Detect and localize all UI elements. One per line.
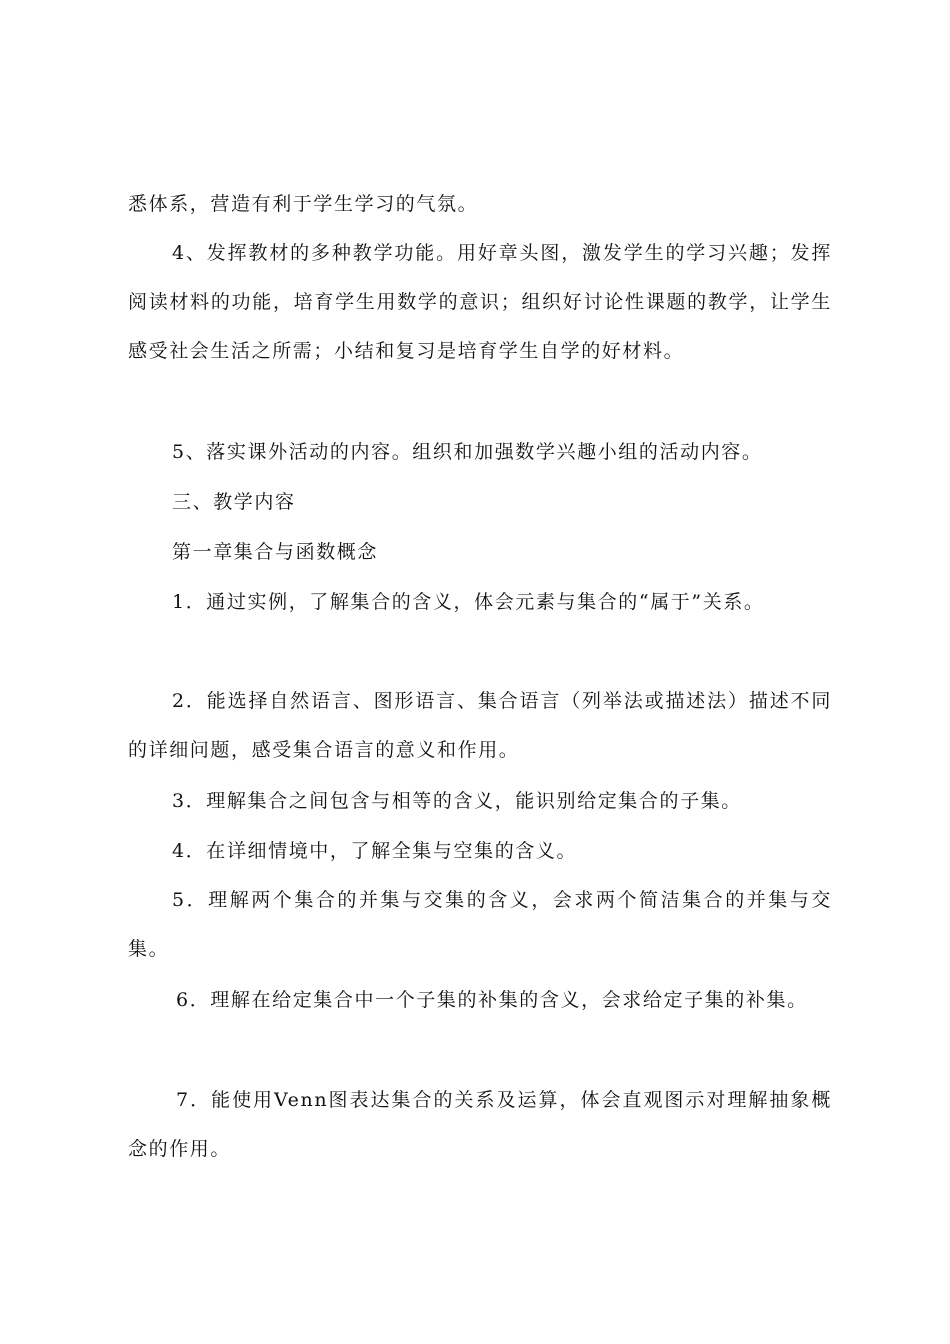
list-item-2: 2．能选择自然语言、图形语言、集合语言（列举法或描述法）描述不同的详细问题，感受集合语言的意义和作用。 [128, 690, 832, 761]
section-heading: 三、教学内容 [172, 491, 296, 513]
list-item-5: 5．理解两个集合的并集与交集的含义，会求两个简洁集合的并集与交集。 [128, 889, 832, 960]
list-item-7: 7．能使用Venn图表达集合的关系及运算，体会直观图示对理解抽象概念的作用。 [128, 1089, 832, 1160]
chapter-heading: 第一章集合与函数概念 [172, 541, 379, 563]
list-item-1: 1．通过实例，了解集合的含义，体会元素与集合的“属于”关系。 [172, 591, 765, 613]
paragraph-item-4: 4、发挥教材的多种教学功能。用好章头图，激发学生的学习兴趣；发挥阅读材料的功能，培育学生用数学的意识；组织好讨论性课题的教学，让学生感受社会生活之所需；小结和复习是培育学生自学的好材料。 [128, 242, 832, 362]
list-item-4: 4．在详细情境中，了解全集与空集的含义。 [172, 840, 578, 862]
list-item-3: 3．理解集合之间包含与相等的含义，能识别给定集合的子集。 [172, 790, 742, 812]
paragraph-item-5: 5、落实课外活动的内容。组织和加强数学兴趣小组的活动内容。 [172, 441, 763, 463]
paragraph-continuation: 悉体系，营造有利于学生学习的气氛。 [128, 193, 479, 215]
list-item-6: 6．理解在给定集合中一个子集的补集的含义，会求给定子集的补集。 [176, 989, 808, 1011]
